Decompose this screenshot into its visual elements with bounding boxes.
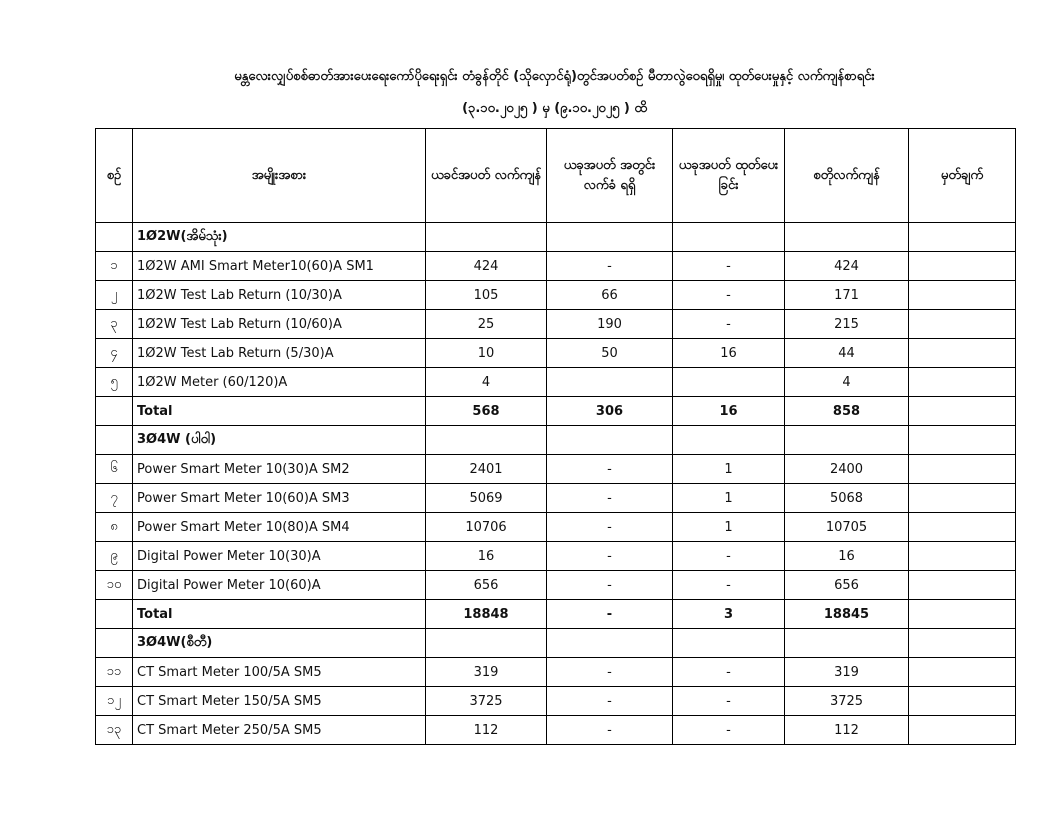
empty-cell bbox=[426, 426, 547, 455]
row-number: ၇ bbox=[96, 484, 133, 513]
row-number: ၉ bbox=[96, 542, 133, 571]
prev-balance: 10 bbox=[426, 339, 547, 368]
prev-balance: 4 bbox=[426, 368, 547, 397]
meter-type: CT Smart Meter 100/5A SM5 bbox=[133, 658, 426, 687]
store-balance: 3725 bbox=[785, 687, 909, 716]
row-number bbox=[96, 426, 133, 455]
group-title: 3Ø4W (ပါဝါ) bbox=[133, 426, 426, 455]
issued: 3 bbox=[673, 600, 785, 629]
prev-balance: 18848 bbox=[426, 600, 547, 629]
store-balance: 215 bbox=[785, 310, 909, 339]
col-header-type: အမျိုးအစား bbox=[133, 129, 426, 223]
table-row bbox=[96, 513, 1016, 542]
store-balance: 2400 bbox=[785, 455, 909, 484]
received: 190 bbox=[547, 310, 673, 339]
remarks bbox=[909, 397, 1016, 426]
received: - bbox=[547, 571, 673, 600]
received: - bbox=[547, 600, 673, 629]
store-balance: 858 bbox=[785, 397, 909, 426]
remarks bbox=[909, 368, 1016, 397]
issued: - bbox=[673, 716, 785, 745]
meter-type: Power Smart Meter 10(60)A SM3 bbox=[133, 484, 426, 513]
issued: 16 bbox=[673, 339, 785, 368]
group-row bbox=[96, 223, 1016, 252]
row-number: ၁၁ bbox=[96, 658, 133, 687]
group-title: 1Ø2W(အိမ်သုံး) bbox=[133, 223, 426, 252]
meter-type: CT Smart Meter 150/5A SM5 bbox=[133, 687, 426, 716]
col-header-issued: ယခုအပတ် ထုတ်ပေးခြင်း bbox=[673, 129, 785, 223]
issued: - bbox=[673, 310, 785, 339]
remarks bbox=[909, 513, 1016, 542]
table-row bbox=[96, 542, 1016, 571]
store-balance: 171 bbox=[785, 281, 909, 310]
store-balance: 424 bbox=[785, 252, 909, 281]
total-row bbox=[96, 397, 1016, 426]
col-header-remarks: မှတ်ချက် bbox=[909, 129, 1016, 223]
meter-type: Digital Power Meter 10(30)A bbox=[133, 542, 426, 571]
store-balance: 656 bbox=[785, 571, 909, 600]
meter-type: Power Smart Meter 10(30)A SM2 bbox=[133, 455, 426, 484]
empty-cell bbox=[426, 223, 547, 252]
table-row bbox=[96, 368, 1016, 397]
remarks bbox=[909, 281, 1016, 310]
remarks bbox=[909, 571, 1016, 600]
remarks bbox=[909, 339, 1016, 368]
prev-balance: 105 bbox=[426, 281, 547, 310]
row-number: ၄ bbox=[96, 339, 133, 368]
row-number bbox=[96, 223, 133, 252]
meter-type: Total bbox=[133, 600, 426, 629]
remarks bbox=[909, 484, 1016, 513]
received: - bbox=[547, 252, 673, 281]
issued: - bbox=[673, 281, 785, 310]
issued: 1 bbox=[673, 513, 785, 542]
group-row bbox=[96, 629, 1016, 658]
row-number: ၃ bbox=[96, 310, 133, 339]
empty-cell bbox=[547, 426, 673, 455]
store-balance: 10705 bbox=[785, 513, 909, 542]
row-number: ၁၃ bbox=[96, 716, 133, 745]
row-number: ၈ bbox=[96, 513, 133, 542]
empty-cell bbox=[673, 629, 785, 658]
table-row bbox=[96, 658, 1016, 687]
received: - bbox=[547, 484, 673, 513]
table-row bbox=[96, 455, 1016, 484]
received bbox=[547, 368, 673, 397]
meter-type: Digital Power Meter 10(60)A bbox=[133, 571, 426, 600]
table-row bbox=[96, 571, 1016, 600]
received: 66 bbox=[547, 281, 673, 310]
issued: - bbox=[673, 571, 785, 600]
received: - bbox=[547, 542, 673, 571]
row-number: ၆ bbox=[96, 455, 133, 484]
meter-type: Power Smart Meter 10(80)A SM4 bbox=[133, 513, 426, 542]
prev-balance: 10706 bbox=[426, 513, 547, 542]
empty-cell bbox=[426, 629, 547, 658]
row-number: ၁၂ bbox=[96, 687, 133, 716]
meter-type: 1Ø2W Meter (60/120)A bbox=[133, 368, 426, 397]
prev-balance: 424 bbox=[426, 252, 547, 281]
col-header-received: ယခုအပတ် အတွင်းလက်ခံ ရရှိ bbox=[547, 129, 673, 223]
issued: 1 bbox=[673, 455, 785, 484]
remarks bbox=[909, 455, 1016, 484]
issued: - bbox=[673, 252, 785, 281]
empty-cell bbox=[785, 426, 909, 455]
meter-type: 1Ø2W AMI Smart Meter10(60)A SM1 bbox=[133, 252, 426, 281]
received: 306 bbox=[547, 397, 673, 426]
meter-type: 1Ø2W Test Lab Return (5/30)A bbox=[133, 339, 426, 368]
row-number: ၂ bbox=[96, 281, 133, 310]
row-number bbox=[96, 600, 133, 629]
meter-type: Total bbox=[133, 397, 426, 426]
group-title: 3Ø4W(စီတီ) bbox=[133, 629, 426, 658]
store-balance: 16 bbox=[785, 542, 909, 571]
meter-stock-table bbox=[95, 128, 1016, 745]
col-header-store-balance: စတိုလက်ကျန် bbox=[785, 129, 909, 223]
remarks bbox=[909, 658, 1016, 687]
store-balance: 44 bbox=[785, 339, 909, 368]
table-row bbox=[96, 716, 1016, 745]
table-row bbox=[96, 310, 1016, 339]
issued: 1 bbox=[673, 484, 785, 513]
row-number: ၅ bbox=[96, 368, 133, 397]
prev-balance: 5069 bbox=[426, 484, 547, 513]
table-row bbox=[96, 252, 1016, 281]
received: - bbox=[547, 658, 673, 687]
received: - bbox=[547, 687, 673, 716]
empty-cell bbox=[673, 426, 785, 455]
remarks bbox=[909, 687, 1016, 716]
issued: - bbox=[673, 687, 785, 716]
table-header-row bbox=[96, 129, 1016, 223]
remarks bbox=[909, 310, 1016, 339]
prev-balance: 112 bbox=[426, 716, 547, 745]
remarks bbox=[909, 600, 1016, 629]
store-balance: 18845 bbox=[785, 600, 909, 629]
empty-cell bbox=[547, 223, 673, 252]
table-row bbox=[96, 484, 1016, 513]
total-row bbox=[96, 600, 1016, 629]
empty-cell bbox=[909, 426, 1016, 455]
prev-balance: 3725 bbox=[426, 687, 547, 716]
received: - bbox=[547, 716, 673, 745]
empty-cell bbox=[909, 223, 1016, 252]
store-balance: 5068 bbox=[785, 484, 909, 513]
remarks bbox=[909, 252, 1016, 281]
empty-cell bbox=[785, 223, 909, 252]
store-balance: 4 bbox=[785, 368, 909, 397]
empty-cell bbox=[673, 223, 785, 252]
col-header-prev-balance: ယခင်အပတ် လက်ကျန် bbox=[426, 129, 547, 223]
table-row bbox=[96, 281, 1016, 310]
report-date-range: (၃.၁၀.၂၀၂၅ ) မှ (၉.၁၀.၂၀၂၅ ) ထိ bbox=[462, 101, 647, 116]
issued: - bbox=[673, 658, 785, 687]
table-row bbox=[96, 687, 1016, 716]
col-header-no: စဉ် bbox=[96, 129, 133, 223]
empty-cell bbox=[909, 629, 1016, 658]
prev-balance: 16 bbox=[426, 542, 547, 571]
table-row bbox=[96, 339, 1016, 368]
meter-type: CT Smart Meter 250/5A SM5 bbox=[133, 716, 426, 745]
remarks bbox=[909, 716, 1016, 745]
row-number bbox=[96, 397, 133, 426]
received: 50 bbox=[547, 339, 673, 368]
report-title: မန္တလေးလျှပ်စစ်ဓာတ်အားပေးရေးကော်ပိုရေးရှင်း တံခွန်တိုင် (သိုလှောင်ရုံ)တွင်အပတ်စဉ် မီတာလွဲဝေရရှိမှု၊ ထုတ်ပေးမှုနှင့် လက်ကျန်စာရင်း bbox=[234, 69, 875, 84]
meter-type: 1Ø2W Test Lab Return (10/30)A bbox=[133, 281, 426, 310]
prev-balance: 568 bbox=[426, 397, 547, 426]
issued: - bbox=[673, 542, 785, 571]
row-number bbox=[96, 629, 133, 658]
store-balance: 112 bbox=[785, 716, 909, 745]
received: - bbox=[547, 513, 673, 542]
issued: 16 bbox=[673, 397, 785, 426]
empty-cell bbox=[785, 629, 909, 658]
prev-balance: 656 bbox=[426, 571, 547, 600]
prev-balance: 25 bbox=[426, 310, 547, 339]
remarks bbox=[909, 542, 1016, 571]
issued bbox=[673, 368, 785, 397]
group-row bbox=[96, 426, 1016, 455]
store-balance: 319 bbox=[785, 658, 909, 687]
row-number: ၁ bbox=[96, 252, 133, 281]
empty-cell bbox=[547, 629, 673, 658]
prev-balance: 319 bbox=[426, 658, 547, 687]
meter-type: 1Ø2W Test Lab Return (10/60)A bbox=[133, 310, 426, 339]
prev-balance: 2401 bbox=[426, 455, 547, 484]
row-number: ၁၀ bbox=[96, 571, 133, 600]
received: - bbox=[547, 455, 673, 484]
